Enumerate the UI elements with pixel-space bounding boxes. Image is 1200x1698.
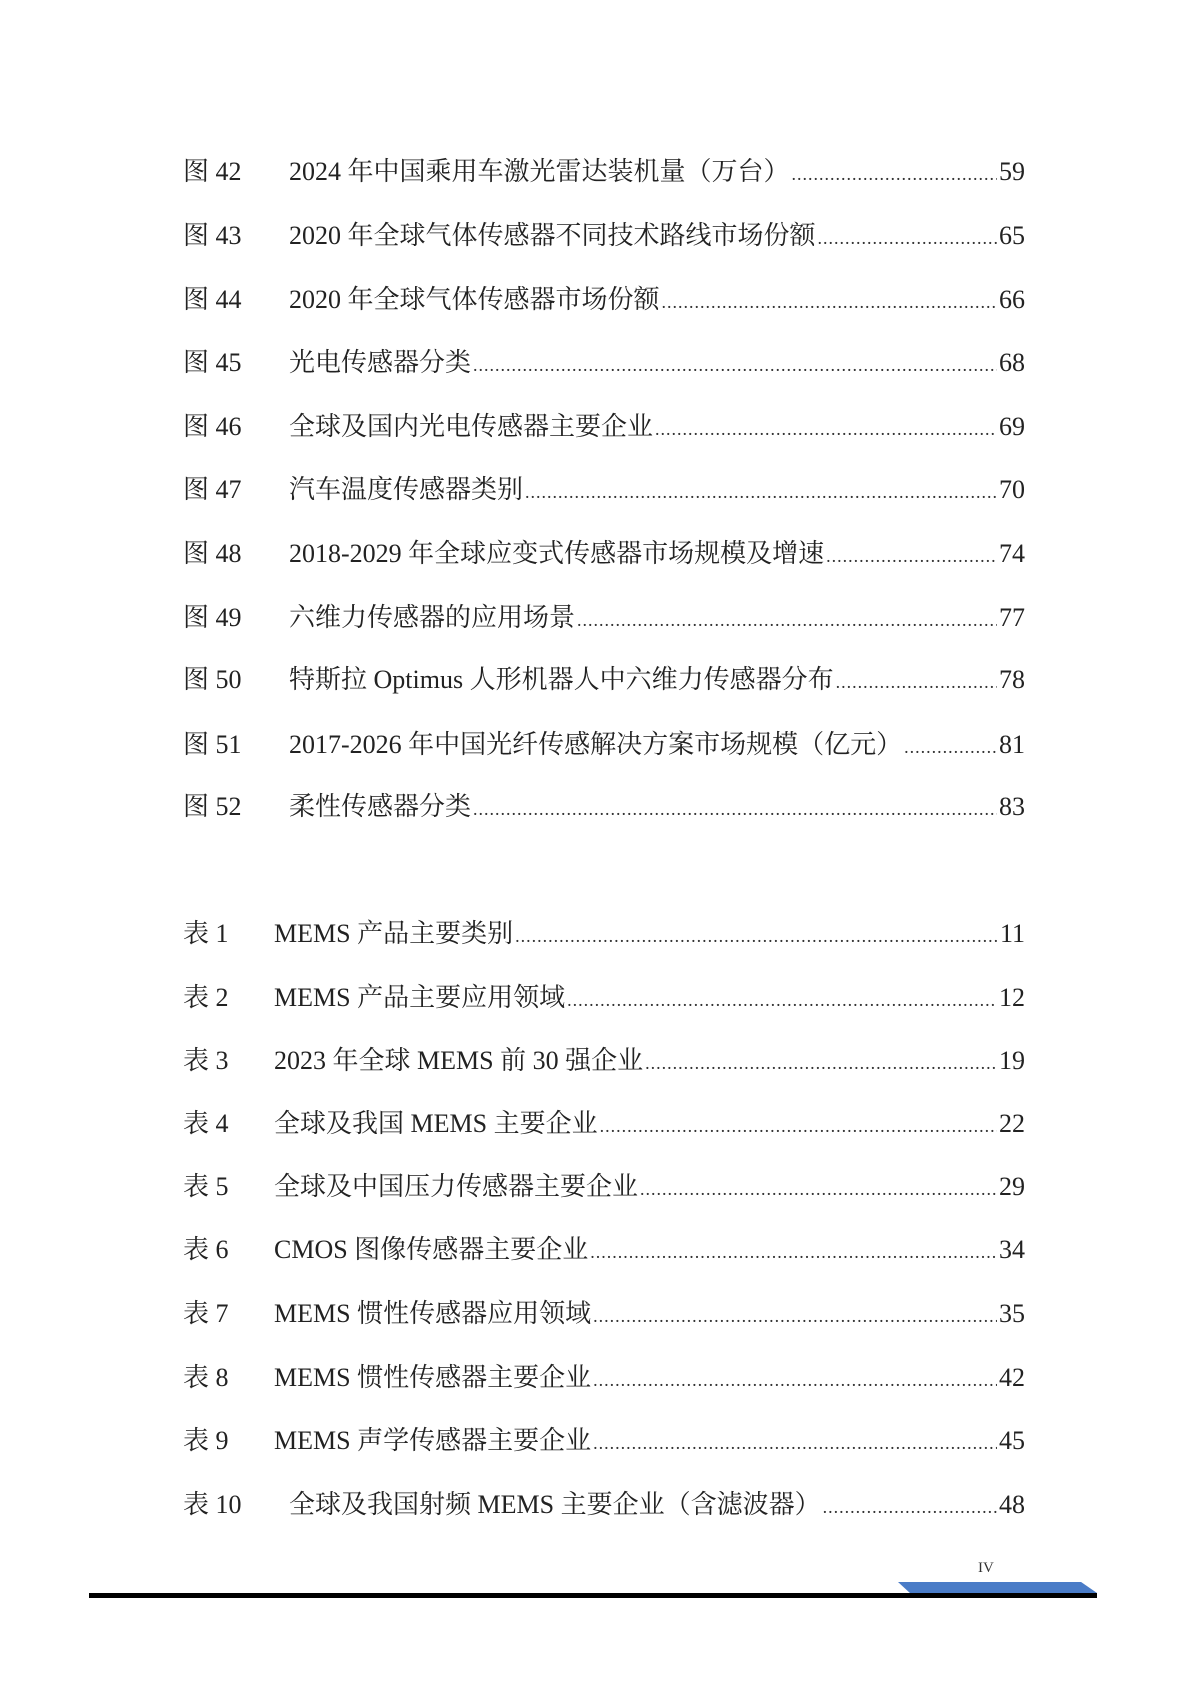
entry-page-number: 48 — [999, 1490, 1025, 1519]
entry-number: 图 49 — [183, 603, 242, 632]
dot-leader — [593, 1426, 997, 1460]
figure-toc-entry[interactable] — [183, 155, 1025, 189]
entry-title: 2018-2029 年全球应变式传感器市场规模及增速 — [289, 539, 825, 568]
entry-title: 汽车温度传感器类别 — [289, 475, 524, 504]
table-toc-entry[interactable] — [183, 1424, 1025, 1458]
table-toc-entry[interactable] — [183, 1361, 1025, 1395]
entry-title: 2020 年全球气体传感器市场份额 — [289, 285, 660, 314]
figure-toc-entry[interactable] — [183, 219, 1025, 253]
figure-toc-entry[interactable] — [183, 473, 1025, 507]
entry-title: 2024 年中国乘用车激光雷达装机量（万台） — [289, 157, 790, 186]
figure-toc-entry[interactable] — [183, 790, 1025, 824]
entry-page-number: 11 — [999, 919, 1025, 948]
entry-title: MEMS 产品主要应用领域 — [274, 983, 566, 1012]
dot-leader — [473, 792, 997, 826]
dot-leader — [600, 1109, 997, 1143]
entry-page-number: 81 — [999, 730, 1025, 759]
dot-leader — [818, 221, 997, 255]
figure-toc-entry[interactable] — [183, 728, 1025, 762]
entry-number: 表 8 — [183, 1363, 229, 1392]
entry-title: CMOS 图像传感器主要企业 — [274, 1235, 589, 1264]
entry-title: 2023 年全球 MEMS 前 30 强企业 — [274, 1046, 644, 1075]
entry-number: 表 1 — [183, 919, 229, 948]
entry-number: 图 44 — [183, 285, 242, 314]
dot-leader — [525, 475, 997, 509]
dot-leader — [836, 665, 997, 699]
entry-page-number: 59 — [999, 157, 1025, 186]
table-toc-entry[interactable] — [183, 981, 1025, 1015]
figure-toc-entry[interactable] — [183, 663, 1025, 697]
entry-page-number: 66 — [999, 285, 1025, 314]
entry-title: 全球及国内光电传感器主要企业 — [289, 412, 654, 441]
dot-leader — [655, 412, 997, 446]
entry-page-number: 34 — [999, 1235, 1025, 1264]
entry-number: 图 51 — [183, 730, 242, 759]
figure-toc-entry[interactable] — [183, 601, 1025, 635]
dot-leader — [640, 1172, 997, 1206]
dot-leader — [826, 539, 997, 573]
entry-page-number: 35 — [999, 1299, 1025, 1328]
figure-toc-entry[interactable] — [183, 346, 1025, 380]
entry-number: 图 52 — [183, 792, 242, 821]
footer-accent-bar — [898, 1582, 1097, 1593]
entry-page-number: 74 — [999, 539, 1025, 568]
entry-title: 六维力传感器的应用场景 — [289, 603, 576, 632]
dot-leader — [590, 1235, 997, 1269]
entry-title: 全球及我国 MEMS 主要企业 — [274, 1109, 598, 1138]
table-toc-entry[interactable] — [183, 1107, 1025, 1141]
entry-number: 图 45 — [183, 348, 242, 377]
entry-title: 柔性传感器分类 — [289, 792, 472, 821]
entry-number: 图 50 — [183, 665, 242, 694]
footer-rule — [89, 1593, 1097, 1598]
entry-page-number: 77 — [999, 603, 1025, 632]
entry-number: 表 5 — [183, 1172, 229, 1201]
entry-title: 2020 年全球气体传感器不同技术路线市场份额 — [289, 221, 816, 250]
table-toc-entry[interactable] — [183, 917, 1025, 951]
entry-page-number: 19 — [999, 1046, 1025, 1075]
entry-title: 全球及中国压力传感器主要企业 — [274, 1172, 639, 1201]
entry-page-number: 42 — [999, 1363, 1025, 1392]
figure-toc-entry[interactable] — [183, 537, 1025, 571]
entry-title: MEMS 声学传感器主要企业 — [274, 1426, 592, 1455]
dot-leader — [567, 983, 997, 1017]
entry-number: 表 4 — [183, 1109, 229, 1138]
entry-page-number: 78 — [999, 665, 1025, 694]
entry-title: MEMS 惯性传感器主要企业 — [274, 1363, 592, 1392]
dot-leader — [593, 1363, 997, 1397]
entry-title: 光电传感器分类 — [289, 348, 472, 377]
entry-number: 表 9 — [183, 1426, 229, 1455]
dot-leader — [473, 348, 997, 382]
dot-leader — [645, 1046, 997, 1080]
entry-number: 表 10 — [183, 1490, 242, 1519]
entry-number: 表 7 — [183, 1299, 229, 1328]
page-number: IV — [978, 1560, 994, 1576]
table-toc-entry[interactable] — [183, 1044, 1025, 1078]
entry-page-number: 70 — [999, 475, 1025, 504]
entry-number: 表 6 — [183, 1235, 229, 1264]
entry-number: 图 48 — [183, 539, 242, 568]
table-toc-entry[interactable] — [183, 1488, 1025, 1522]
entry-number: 表 3 — [183, 1046, 229, 1075]
figure-toc-entry[interactable] — [183, 410, 1025, 444]
dot-leader — [577, 603, 997, 637]
entry-number: 图 46 — [183, 412, 242, 441]
entry-title: 全球及我国射频 MEMS 主要企业（含滤波器） — [289, 1490, 821, 1519]
entry-page-number: 68 — [999, 348, 1025, 377]
entry-page-number: 45 — [999, 1426, 1025, 1455]
entry-number: 图 43 — [183, 221, 242, 250]
dot-leader — [904, 730, 997, 764]
table-toc-entry[interactable] — [183, 1233, 1025, 1267]
entry-page-number: 22 — [999, 1109, 1025, 1138]
entry-page-number: 83 — [999, 792, 1025, 821]
dot-leader — [593, 1299, 997, 1333]
entry-number: 表 2 — [183, 983, 229, 1012]
entry-title: 2017-2026 年中国光纤传感解决方案市场规模（亿元） — [289, 730, 903, 759]
entry-number: 图 47 — [183, 475, 242, 504]
table-toc-entry[interactable] — [183, 1297, 1025, 1331]
dot-leader — [662, 285, 997, 319]
entry-page-number: 65 — [999, 221, 1025, 250]
table-toc-entry[interactable] — [183, 1170, 1025, 1204]
entry-page-number: 12 — [999, 983, 1025, 1012]
entry-title: MEMS 惯性传感器应用领域 — [274, 1299, 592, 1328]
entry-page-number: 69 — [999, 412, 1025, 441]
entry-page-number: 29 — [999, 1172, 1025, 1201]
entry-title: MEMS 产品主要类别 — [274, 919, 514, 948]
figure-toc-entry[interactable] — [183, 283, 1025, 317]
entry-title: 特斯拉 Optimus 人形机器人中六维力传感器分布 — [289, 665, 834, 694]
entry-number: 图 42 — [183, 157, 242, 186]
dot-leader — [792, 157, 997, 191]
dot-leader — [823, 1490, 997, 1524]
dot-leader — [515, 919, 998, 953]
